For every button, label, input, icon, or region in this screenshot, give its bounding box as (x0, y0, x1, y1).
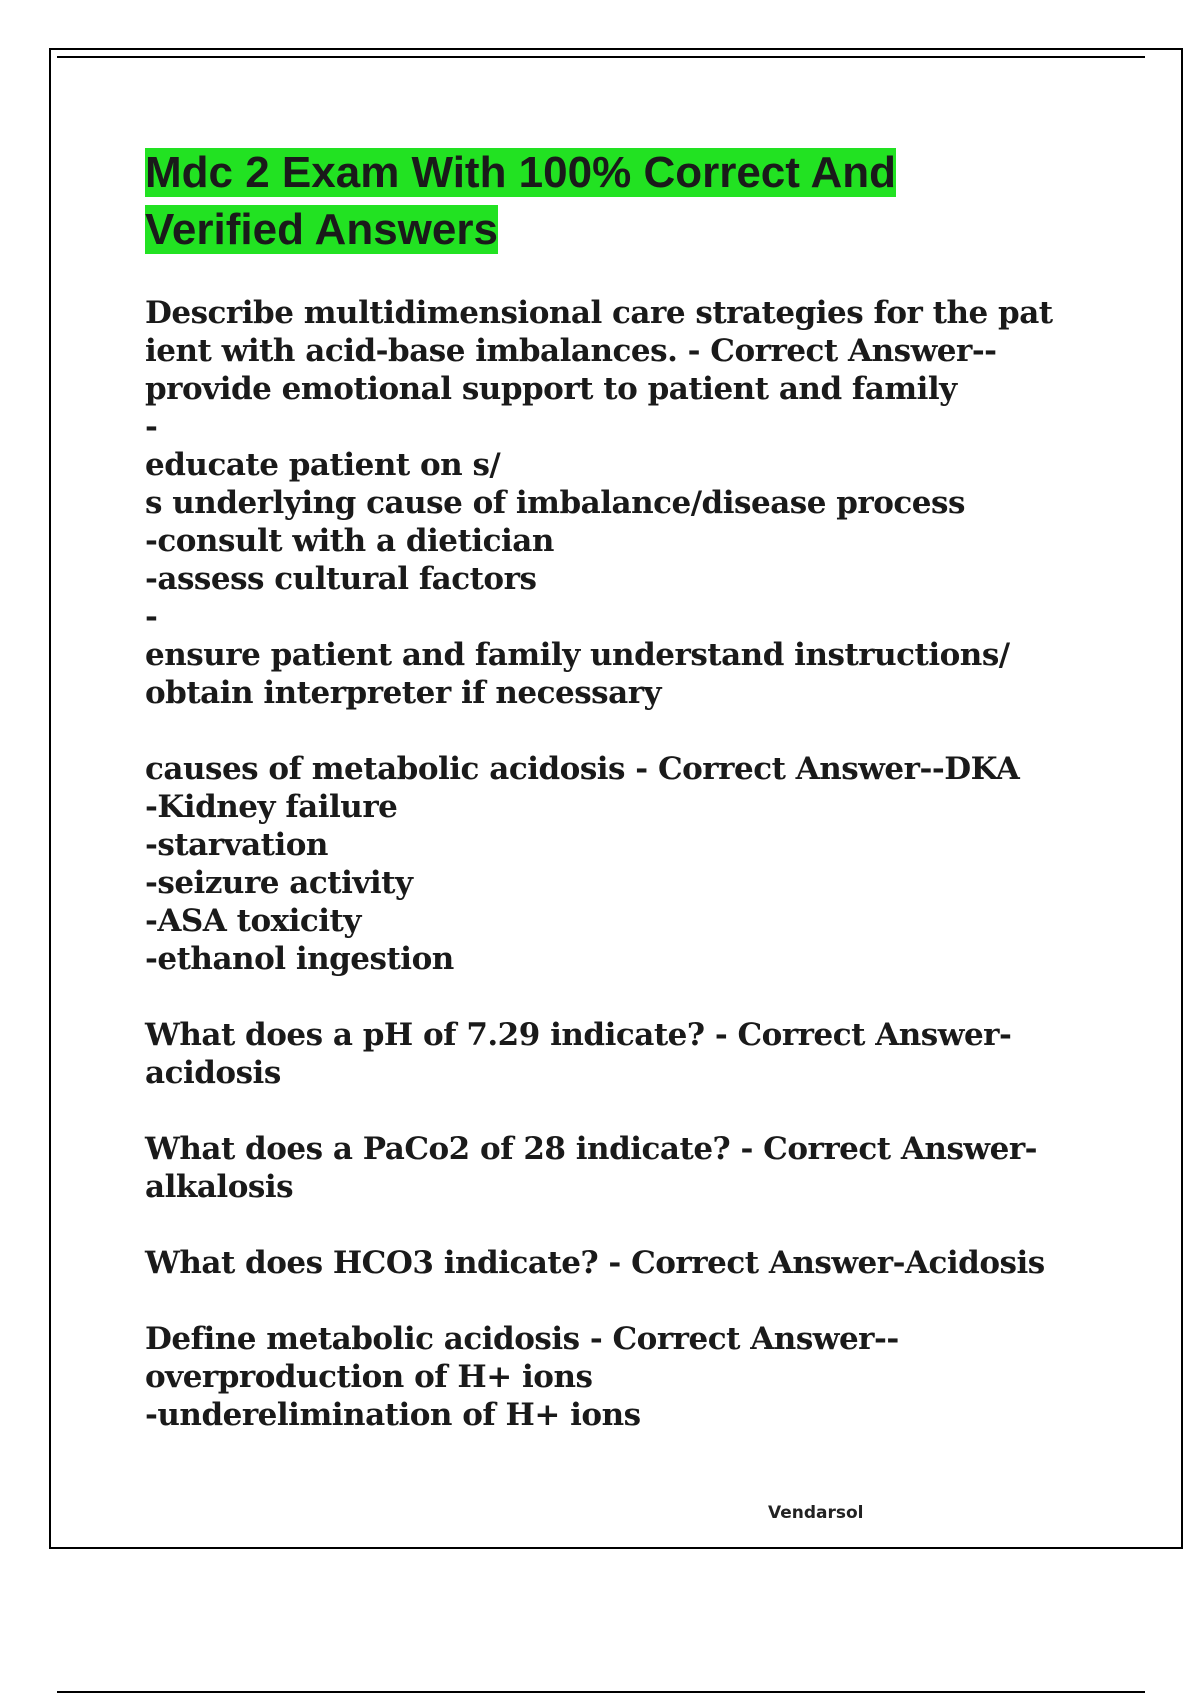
footer-brand: Vendarsol (768, 1503, 864, 1523)
top-divider (57, 56, 1145, 58)
qa-list (145, 294, 1125, 1434)
document-title (145, 144, 985, 258)
qa-entry-hco3: What does HCO3 indicate? - Correct Answer-Acidosis (145, 1245, 1045, 1281)
qa-entry-paco2-value: What does a PaCo2 of 28 indicate? - Correct Answer- alkalosis (145, 1131, 1038, 1205)
document-title-highlight: Mdc 2 Exam With 100% Correct And Verified Answers (145, 148, 897, 254)
qa-entry-ph-value: What does a pH of 7.29 indicate? - Correct Answer- acidosis (145, 1017, 1012, 1091)
qa-entry-metabolic-acidosis-definition: Define metabolic acidosis - Correct Answer-- overproduction of H+ ions -underelimination of H+ ions (145, 1321, 899, 1433)
qa-entry-care-strategies: Describe multidimensional care strategies for the pat ient with acid-base imbalances. - Correct Answer-- provide emotional support to patient and family - educate patient on s/ s underlying cause of imbalance/disease process -consult with a dietician -assess cultural factors - ensure patient and family understand instructions/ obtain interpreter if necessary (145, 295, 1053, 711)
bottom-divider (57, 1691, 1145, 1693)
qa-entry-metabolic-acidosis-causes: causes of metabolic acidosis - Correct Answer--DKA -Kidney failure -starvation -seizure activity -ASA toxicity -ethanol ingestion (145, 751, 1020, 977)
